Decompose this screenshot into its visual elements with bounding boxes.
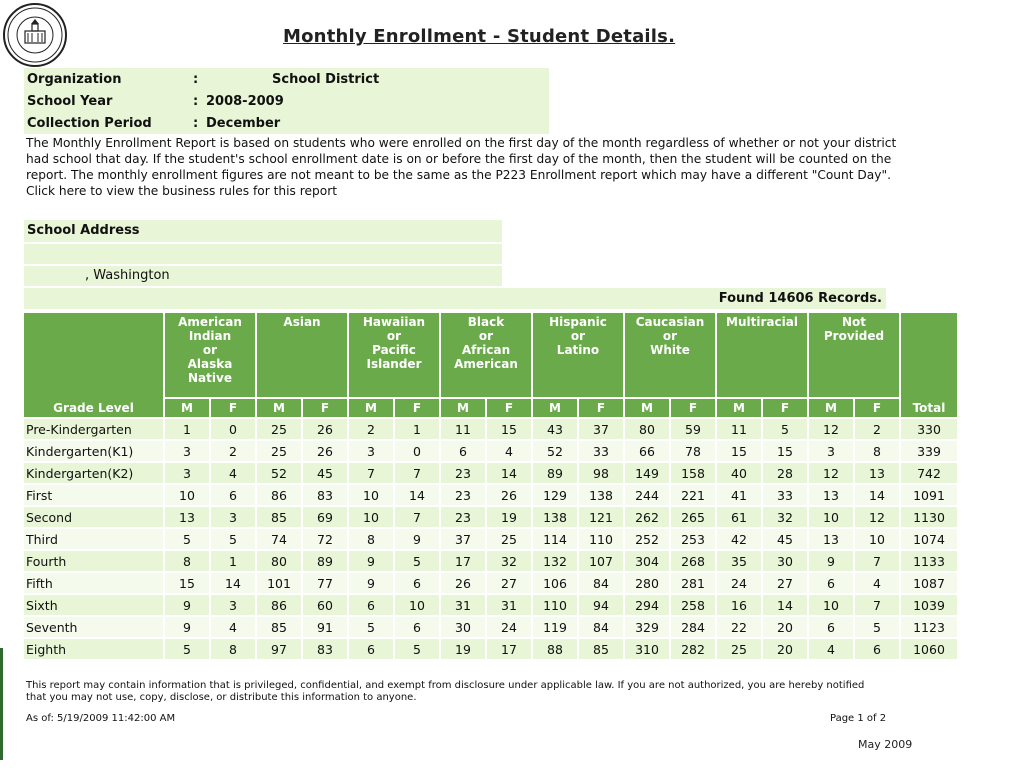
info-separator: :	[190, 112, 206, 134]
grade-level-cell: Pre-Kindergarten	[24, 419, 163, 439]
school-address-line1	[24, 244, 502, 264]
count-cell: 31	[487, 595, 531, 615]
grade-level-cell: Third	[24, 529, 163, 549]
count-cell: 10	[855, 529, 899, 549]
grade-level-cell: Fourth	[24, 551, 163, 571]
count-cell: 85	[579, 639, 623, 659]
group-header-6	[717, 313, 807, 397]
count-cell: 28	[763, 463, 807, 483]
count-cell: 13	[855, 463, 899, 483]
count-cell: 2	[211, 441, 255, 461]
count-cell: 258	[671, 595, 715, 615]
count-cell: 282	[671, 639, 715, 659]
group-header-line: Indian	[188, 329, 232, 343]
count-cell: 3	[165, 463, 209, 483]
count-cell: 59	[671, 419, 715, 439]
count-cell: 20	[763, 617, 807, 637]
count-cell: 15	[165, 573, 209, 593]
grade-level-cell: Second	[24, 507, 163, 527]
count-cell: 78	[671, 441, 715, 461]
count-cell: 13	[809, 485, 853, 505]
count-cell: 10	[349, 507, 393, 527]
count-cell: 5	[165, 529, 209, 549]
group-header-line: American	[178, 315, 242, 329]
count-cell: 11	[441, 419, 485, 439]
info-value-text: School District	[272, 71, 380, 87]
count-cell: 30	[441, 617, 485, 637]
female-header: F	[211, 399, 255, 417]
count-cell: 114	[533, 529, 577, 549]
table-row	[24, 485, 957, 505]
count-cell: 30	[763, 551, 807, 571]
report-description: The Monthly Enrollment Report is based on students who were enrolled on the first day of the month regardless of whether or not your district had school that day. If the student's school enrollment date is on or before the first day of the month, then the student will be counted on the report. The monthly enrollment figures are not meant to be the same as the P223 Enrollment report which may have a different "Count Day". Click here to view the business rules for this report	[26, 136, 897, 198]
male-header: M	[717, 399, 761, 417]
count-cell: 7	[395, 463, 439, 483]
count-cell: 8	[211, 639, 255, 659]
total-cell: 1060	[901, 639, 957, 659]
count-cell: 3	[165, 441, 209, 461]
group-header-line: or	[662, 329, 678, 343]
count-cell: 89	[533, 463, 577, 483]
count-cell: 89	[303, 551, 347, 571]
count-cell: 77	[303, 573, 347, 593]
count-cell: 5	[395, 639, 439, 659]
count-cell: 26	[303, 419, 347, 439]
female-header: F	[487, 399, 531, 417]
count-cell: 7	[855, 551, 899, 571]
count-cell: 32	[763, 507, 807, 527]
grade-level-cell: Kindergarten(K1)	[24, 441, 163, 461]
count-cell: 149	[625, 463, 669, 483]
count-cell: 24	[487, 617, 531, 637]
count-cell: 304	[625, 551, 669, 571]
count-cell: 25	[717, 639, 761, 659]
count-cell: 13	[809, 529, 853, 549]
count-cell: 85	[257, 507, 301, 527]
table-row	[24, 419, 957, 439]
enrollment-table	[22, 311, 959, 661]
count-cell: 20	[763, 639, 807, 659]
count-cell: 66	[625, 441, 669, 461]
count-cell: 3	[211, 595, 255, 615]
count-cell: 26	[303, 441, 347, 461]
header-row-mf	[24, 399, 957, 417]
count-cell: 33	[579, 441, 623, 461]
count-cell: 15	[487, 419, 531, 439]
count-cell: 26	[441, 573, 485, 593]
count-cell: 19	[441, 639, 485, 659]
male-header: M	[257, 399, 301, 417]
count-cell: 94	[579, 595, 623, 615]
table-row	[24, 639, 957, 659]
info-label: Collection Period	[24, 112, 190, 134]
count-cell: 0	[211, 419, 255, 439]
table-row	[24, 463, 957, 483]
info-value	[206, 68, 549, 90]
group-header-line: African	[461, 343, 511, 357]
count-cell: 91	[303, 617, 347, 637]
count-cell: 6	[349, 639, 393, 659]
count-cell: 10	[165, 485, 209, 505]
total-cell: 1123	[901, 617, 957, 637]
total-cell: 1133	[901, 551, 957, 571]
group-header-5	[625, 313, 715, 397]
count-cell: 4	[487, 441, 531, 461]
group-header-line: Hawaiian	[362, 315, 426, 329]
group-header-line: Islander	[366, 357, 422, 371]
info-row-collection-period	[24, 112, 549, 134]
group-header-line: Asian	[283, 315, 321, 329]
male-header: M	[809, 399, 853, 417]
count-cell: 4	[855, 573, 899, 593]
count-cell: 129	[533, 485, 577, 505]
count-cell: 253	[671, 529, 715, 549]
count-cell: 132	[533, 551, 577, 571]
count-cell: 14	[395, 485, 439, 505]
school-address-heading: School Address	[24, 220, 502, 242]
count-cell: 19	[487, 507, 531, 527]
count-cell: 42	[717, 529, 761, 549]
count-cell: 4	[809, 639, 853, 659]
count-cell: 252	[625, 529, 669, 549]
total-cell: 1130	[901, 507, 957, 527]
count-cell: 37	[441, 529, 485, 549]
count-cell: 101	[257, 573, 301, 593]
count-cell: 14	[855, 485, 899, 505]
count-cell: 17	[441, 551, 485, 571]
count-cell: 37	[579, 419, 623, 439]
female-header: F	[303, 399, 347, 417]
count-cell: 5	[763, 419, 807, 439]
count-cell: 0	[395, 441, 439, 461]
group-header-line: Caucasian	[635, 315, 705, 329]
group-header-line: Not	[841, 315, 867, 329]
total-cell: 1091	[901, 485, 957, 505]
count-cell: 7	[855, 595, 899, 615]
count-cell: 281	[671, 573, 715, 593]
count-cell: 69	[303, 507, 347, 527]
records-found: Found 14606 Records.	[24, 288, 886, 309]
total-cell: 339	[901, 441, 957, 461]
group-header-line: Native	[188, 371, 232, 385]
info-row-school-year	[24, 90, 549, 112]
count-cell: 80	[625, 419, 669, 439]
count-cell: 119	[533, 617, 577, 637]
table-row	[24, 551, 957, 571]
info-value: December	[206, 112, 549, 134]
count-cell: 10	[809, 507, 853, 527]
count-cell: 138	[579, 485, 623, 505]
group-header-line: Black	[467, 315, 505, 329]
count-cell: 8	[349, 529, 393, 549]
total-header: Total	[901, 313, 957, 417]
count-cell: 83	[303, 639, 347, 659]
count-cell: 11	[717, 419, 761, 439]
count-cell: 6	[349, 595, 393, 615]
grade-level-header: Grade Level	[24, 313, 163, 417]
count-cell: 5	[349, 617, 393, 637]
count-cell: 84	[579, 617, 623, 637]
count-cell: 14	[211, 573, 255, 593]
group-header-line: or	[570, 329, 586, 343]
count-cell: 32	[487, 551, 531, 571]
grade-level-cell: Kindergarten(K2)	[24, 463, 163, 483]
count-cell: 244	[625, 485, 669, 505]
group-header-0	[165, 313, 255, 397]
report-title: Monthly Enrollment - Student Details.	[283, 26, 676, 47]
count-cell: 6	[809, 617, 853, 637]
report-info-table	[24, 68, 549, 134]
female-header: F	[855, 399, 899, 417]
female-header: F	[579, 399, 623, 417]
count-cell: 5	[855, 617, 899, 637]
count-cell: 52	[533, 441, 577, 461]
count-cell: 26	[487, 485, 531, 505]
group-header-1	[257, 313, 347, 397]
table-row	[24, 441, 957, 461]
count-cell: 329	[625, 617, 669, 637]
group-header-line: or	[478, 329, 494, 343]
count-cell: 16	[717, 595, 761, 615]
count-cell: 5	[211, 529, 255, 549]
state-seal-icon	[3, 3, 67, 67]
page-number: Page 1 of 2	[830, 713, 887, 724]
school-address-city: , Washington	[85, 268, 170, 283]
info-row-organization	[24, 68, 549, 90]
count-cell: 12	[809, 419, 853, 439]
group-header-line: Multiracial	[726, 315, 798, 329]
count-cell: 268	[671, 551, 715, 571]
female-header: F	[671, 399, 715, 417]
female-header: F	[763, 399, 807, 417]
table-row	[24, 507, 957, 527]
count-cell: 25	[257, 419, 301, 439]
count-cell: 74	[257, 529, 301, 549]
count-cell: 45	[303, 463, 347, 483]
count-cell: 5	[395, 551, 439, 571]
count-cell: 110	[579, 529, 623, 549]
count-cell: 1	[211, 551, 255, 571]
enrollment-table-body	[24, 419, 957, 659]
count-cell: 15	[763, 441, 807, 461]
grade-level-cell: Fifth	[24, 573, 163, 593]
count-cell: 7	[395, 507, 439, 527]
count-cell: 221	[671, 485, 715, 505]
group-header-line: or	[386, 329, 402, 343]
count-cell: 52	[257, 463, 301, 483]
count-cell: 7	[349, 463, 393, 483]
count-cell: 12	[855, 507, 899, 527]
male-header: M	[625, 399, 669, 417]
count-cell: 8	[855, 441, 899, 461]
count-cell: 86	[257, 595, 301, 615]
count-cell: 97	[257, 639, 301, 659]
count-cell: 83	[303, 485, 347, 505]
group-header-7	[809, 313, 899, 397]
group-header-line: American	[454, 357, 518, 371]
count-cell: 33	[763, 485, 807, 505]
count-cell: 23	[441, 507, 485, 527]
count-cell: 6	[395, 573, 439, 593]
info-separator: :	[190, 90, 206, 112]
group-header-line: Pacific	[372, 343, 416, 357]
count-cell: 280	[625, 573, 669, 593]
header-row-groups	[24, 313, 957, 397]
as-of-timestamp: As of: 5/19/2009 11:42:00 AM	[26, 713, 176, 724]
group-header-line: White	[650, 343, 690, 357]
total-cell: 1039	[901, 595, 957, 615]
group-header-line: Latino	[556, 343, 600, 357]
count-cell: 45	[763, 529, 807, 549]
count-cell: 88	[533, 639, 577, 659]
count-cell: 9	[165, 595, 209, 615]
count-cell: 12	[809, 463, 853, 483]
count-cell: 10	[809, 595, 853, 615]
count-cell: 23	[441, 463, 485, 483]
count-cell: 265	[671, 507, 715, 527]
info-label: School Year	[24, 90, 190, 112]
count-cell: 4	[211, 617, 255, 637]
count-cell: 158	[671, 463, 715, 483]
count-cell: 86	[257, 485, 301, 505]
count-cell: 98	[579, 463, 623, 483]
count-cell: 9	[349, 551, 393, 571]
total-cell: 742	[901, 463, 957, 483]
count-cell: 294	[625, 595, 669, 615]
grade-level-cell: Seventh	[24, 617, 163, 637]
count-cell: 1	[165, 419, 209, 439]
count-cell: 9	[349, 573, 393, 593]
count-cell: 6	[211, 485, 255, 505]
count-cell: 43	[533, 419, 577, 439]
total-cell: 1074	[901, 529, 957, 549]
count-cell: 6	[809, 573, 853, 593]
male-header: M	[349, 399, 393, 417]
grade-level-cell: First	[24, 485, 163, 505]
count-cell: 84	[579, 573, 623, 593]
count-cell: 6	[855, 639, 899, 659]
count-cell: 24	[717, 573, 761, 593]
count-cell: 262	[625, 507, 669, 527]
count-cell: 27	[763, 573, 807, 593]
group-header-3	[441, 313, 531, 397]
school-address-block	[24, 220, 502, 288]
count-cell: 17	[487, 639, 531, 659]
disclaimer: This report may contain information that is privileged, confidential, and exempt from disclosure under applicable law. If you are not authorized, you are hereby notified that you may not use, copy, disclose, or distribute this information to anyone.	[26, 680, 865, 703]
count-cell: 41	[717, 485, 761, 505]
count-cell: 72	[303, 529, 347, 549]
footer-date: May 2009	[858, 738, 913, 751]
count-cell: 35	[717, 551, 761, 571]
count-cell: 23	[441, 485, 485, 505]
male-header: M	[441, 399, 485, 417]
total-cell: 330	[901, 419, 957, 439]
count-cell: 10	[395, 595, 439, 615]
count-cell: 22	[717, 617, 761, 637]
count-cell: 3	[349, 441, 393, 461]
count-cell: 9	[395, 529, 439, 549]
group-header-line: or	[202, 343, 218, 357]
count-cell: 40	[717, 463, 761, 483]
count-cell: 14	[763, 595, 807, 615]
enrollment-table-header	[24, 313, 957, 417]
table-row	[24, 617, 957, 637]
count-cell: 6	[395, 617, 439, 637]
count-cell: 138	[533, 507, 577, 527]
count-cell: 2	[855, 419, 899, 439]
table-row	[24, 529, 957, 549]
count-cell: 25	[257, 441, 301, 461]
count-cell: 3	[211, 507, 255, 527]
grade-level-cell: Eighth	[24, 639, 163, 659]
group-header-line: Provided	[823, 329, 885, 343]
table-row	[24, 573, 957, 593]
info-value: 2008-2009	[206, 90, 549, 112]
count-cell: 8	[165, 551, 209, 571]
count-cell: 121	[579, 507, 623, 527]
female-header: F	[395, 399, 439, 417]
count-cell: 27	[487, 573, 531, 593]
count-cell: 25	[487, 529, 531, 549]
grade-level-cell: Sixth	[24, 595, 163, 615]
count-cell: 106	[533, 573, 577, 593]
count-cell: 5	[165, 639, 209, 659]
count-cell: 110	[533, 595, 577, 615]
total-cell: 1087	[901, 573, 957, 593]
count-cell: 1	[395, 419, 439, 439]
male-header: M	[165, 399, 209, 417]
group-header-4	[533, 313, 623, 397]
count-cell: 13	[165, 507, 209, 527]
left-accent-rule	[0, 648, 3, 760]
count-cell: 31	[441, 595, 485, 615]
count-cell: 14	[487, 463, 531, 483]
count-cell: 10	[349, 485, 393, 505]
count-cell: 6	[441, 441, 485, 461]
count-cell: 3	[809, 441, 853, 461]
count-cell: 107	[579, 551, 623, 571]
count-cell: 9	[809, 551, 853, 571]
count-cell: 85	[257, 617, 301, 637]
count-cell: 4	[211, 463, 255, 483]
group-header-2	[349, 313, 439, 397]
count-cell: 80	[257, 551, 301, 571]
count-cell: 9	[165, 617, 209, 637]
count-cell: 60	[303, 595, 347, 615]
male-header: M	[533, 399, 577, 417]
count-cell: 2	[349, 419, 393, 439]
count-cell: 310	[625, 639, 669, 659]
group-header-line: Hispanic	[549, 315, 607, 329]
count-cell: 15	[717, 441, 761, 461]
info-separator: :	[190, 68, 206, 90]
info-label: Organization	[24, 68, 190, 90]
count-cell: 61	[717, 507, 761, 527]
count-cell: 284	[671, 617, 715, 637]
table-row	[24, 595, 957, 615]
group-header-line: Alaska	[187, 357, 233, 371]
school-address-line2	[24, 266, 502, 286]
